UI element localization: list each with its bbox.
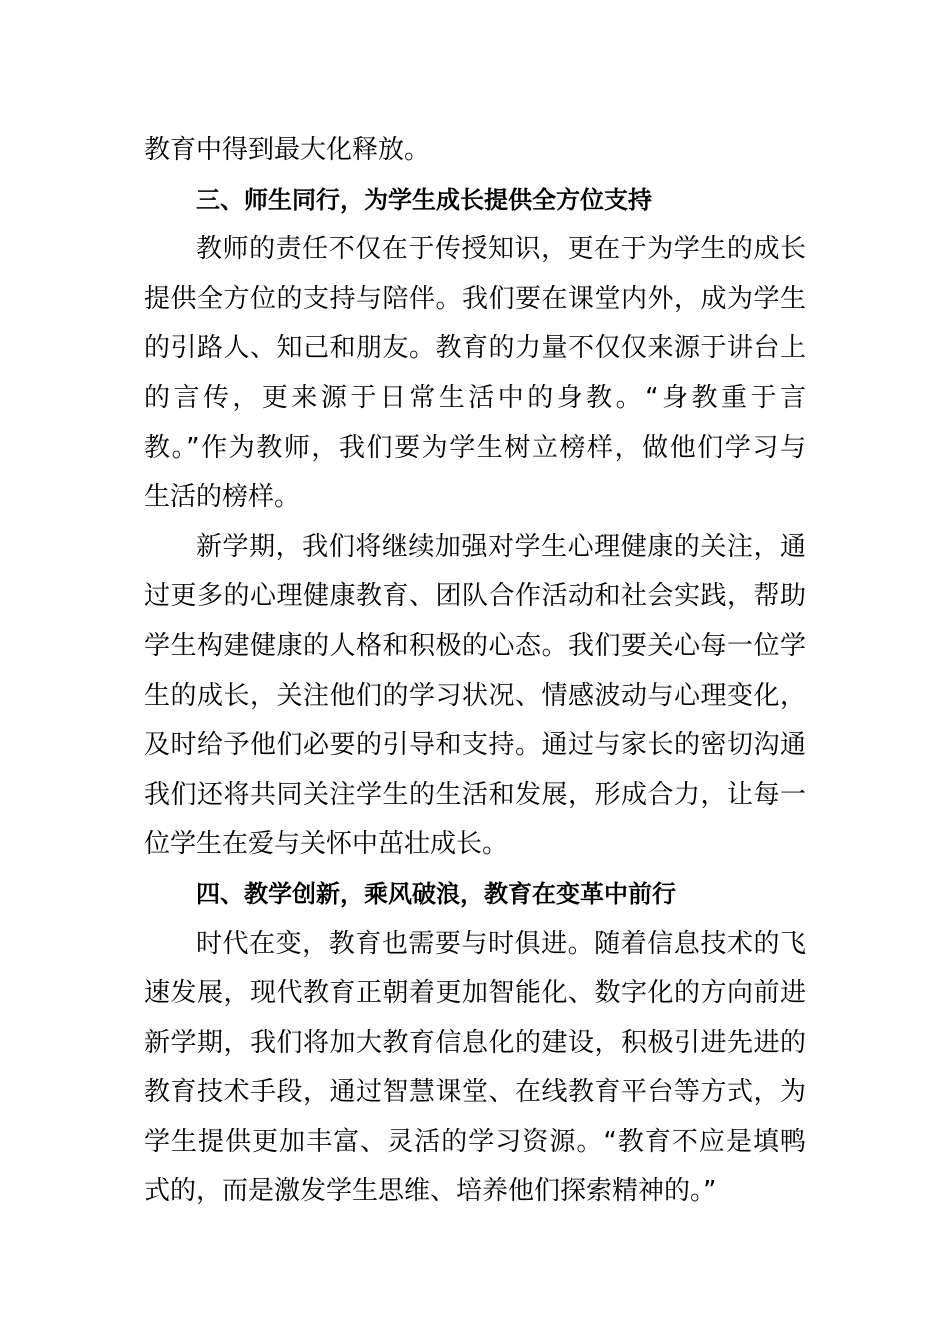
section-heading: 四、教学创新，乘风破浪，教育在变革中前行 bbox=[196, 879, 676, 908]
text-line: 提供全方位的支持与陪伴。我们要在课堂内外，成为学生 bbox=[144, 283, 806, 314]
text-line: 教育中得到最大化释放。 bbox=[144, 135, 431, 165]
text-line: 生活的榜样。 bbox=[144, 482, 301, 513]
text-line: 式的，而是激发学生思维、培养他们探索精神的。” bbox=[144, 1176, 717, 1207]
text-line: 的引路人、知己和朋友。教育的力量不仅仅来源于讲台上 bbox=[144, 333, 806, 364]
paragraph-first-line: 时代在变，教育也需要与时俱进。随着信息技术的飞 bbox=[196, 928, 806, 959]
text-line: 学生构建健康的人格和积极的心态。我们要关心每一位学 bbox=[144, 630, 806, 661]
text-line: 及时给予他们必要的引导和支持。通过与家长的密切沟通 bbox=[144, 730, 806, 761]
text-line: 速发展，现代教育正朝着更加智能化、数字化的方向前进 bbox=[144, 978, 806, 1009]
text-line: 的言传，更来源于日常生活中的身教。“身教重于言 bbox=[144, 382, 806, 413]
section-heading: 三、师生同行，为学生成长提供全方位支持 bbox=[196, 185, 652, 214]
text-line: 我们还将共同关注学生的生活和发展，形成合力，让每一 bbox=[144, 779, 806, 810]
document-body bbox=[144, 126, 806, 1217]
text-line: 生的成长，关注他们的学习状况、情感波动与心理变化， bbox=[144, 680, 806, 711]
text-line: 新学期，我们将加大教育信息化的建设，积极引进先进的 bbox=[144, 1027, 806, 1058]
paragraph-first-line: 教师的责任不仅在于传授知识，更在于为学生的成长 bbox=[196, 234, 806, 265]
text-line: 教育技术手段，通过智慧课堂、在线教育平台等方式，为 bbox=[144, 1077, 806, 1108]
text-line: 教。”作为教师，我们要为学生树立榜样，做他们学习与 bbox=[144, 432, 806, 463]
text-line: 过更多的心理健康教育、团队合作活动和社会实践，帮助 bbox=[144, 581, 806, 612]
paragraph-first-line: 新学期，我们将继续加强对学生心理健康的关注，通 bbox=[196, 531, 806, 562]
text-line: 学生提供更加丰富、灵活的学习资源。“教育不应是填鸭 bbox=[144, 1126, 806, 1157]
text-line: 位学生在爱与关怀中茁壮成长。 bbox=[144, 829, 509, 860]
